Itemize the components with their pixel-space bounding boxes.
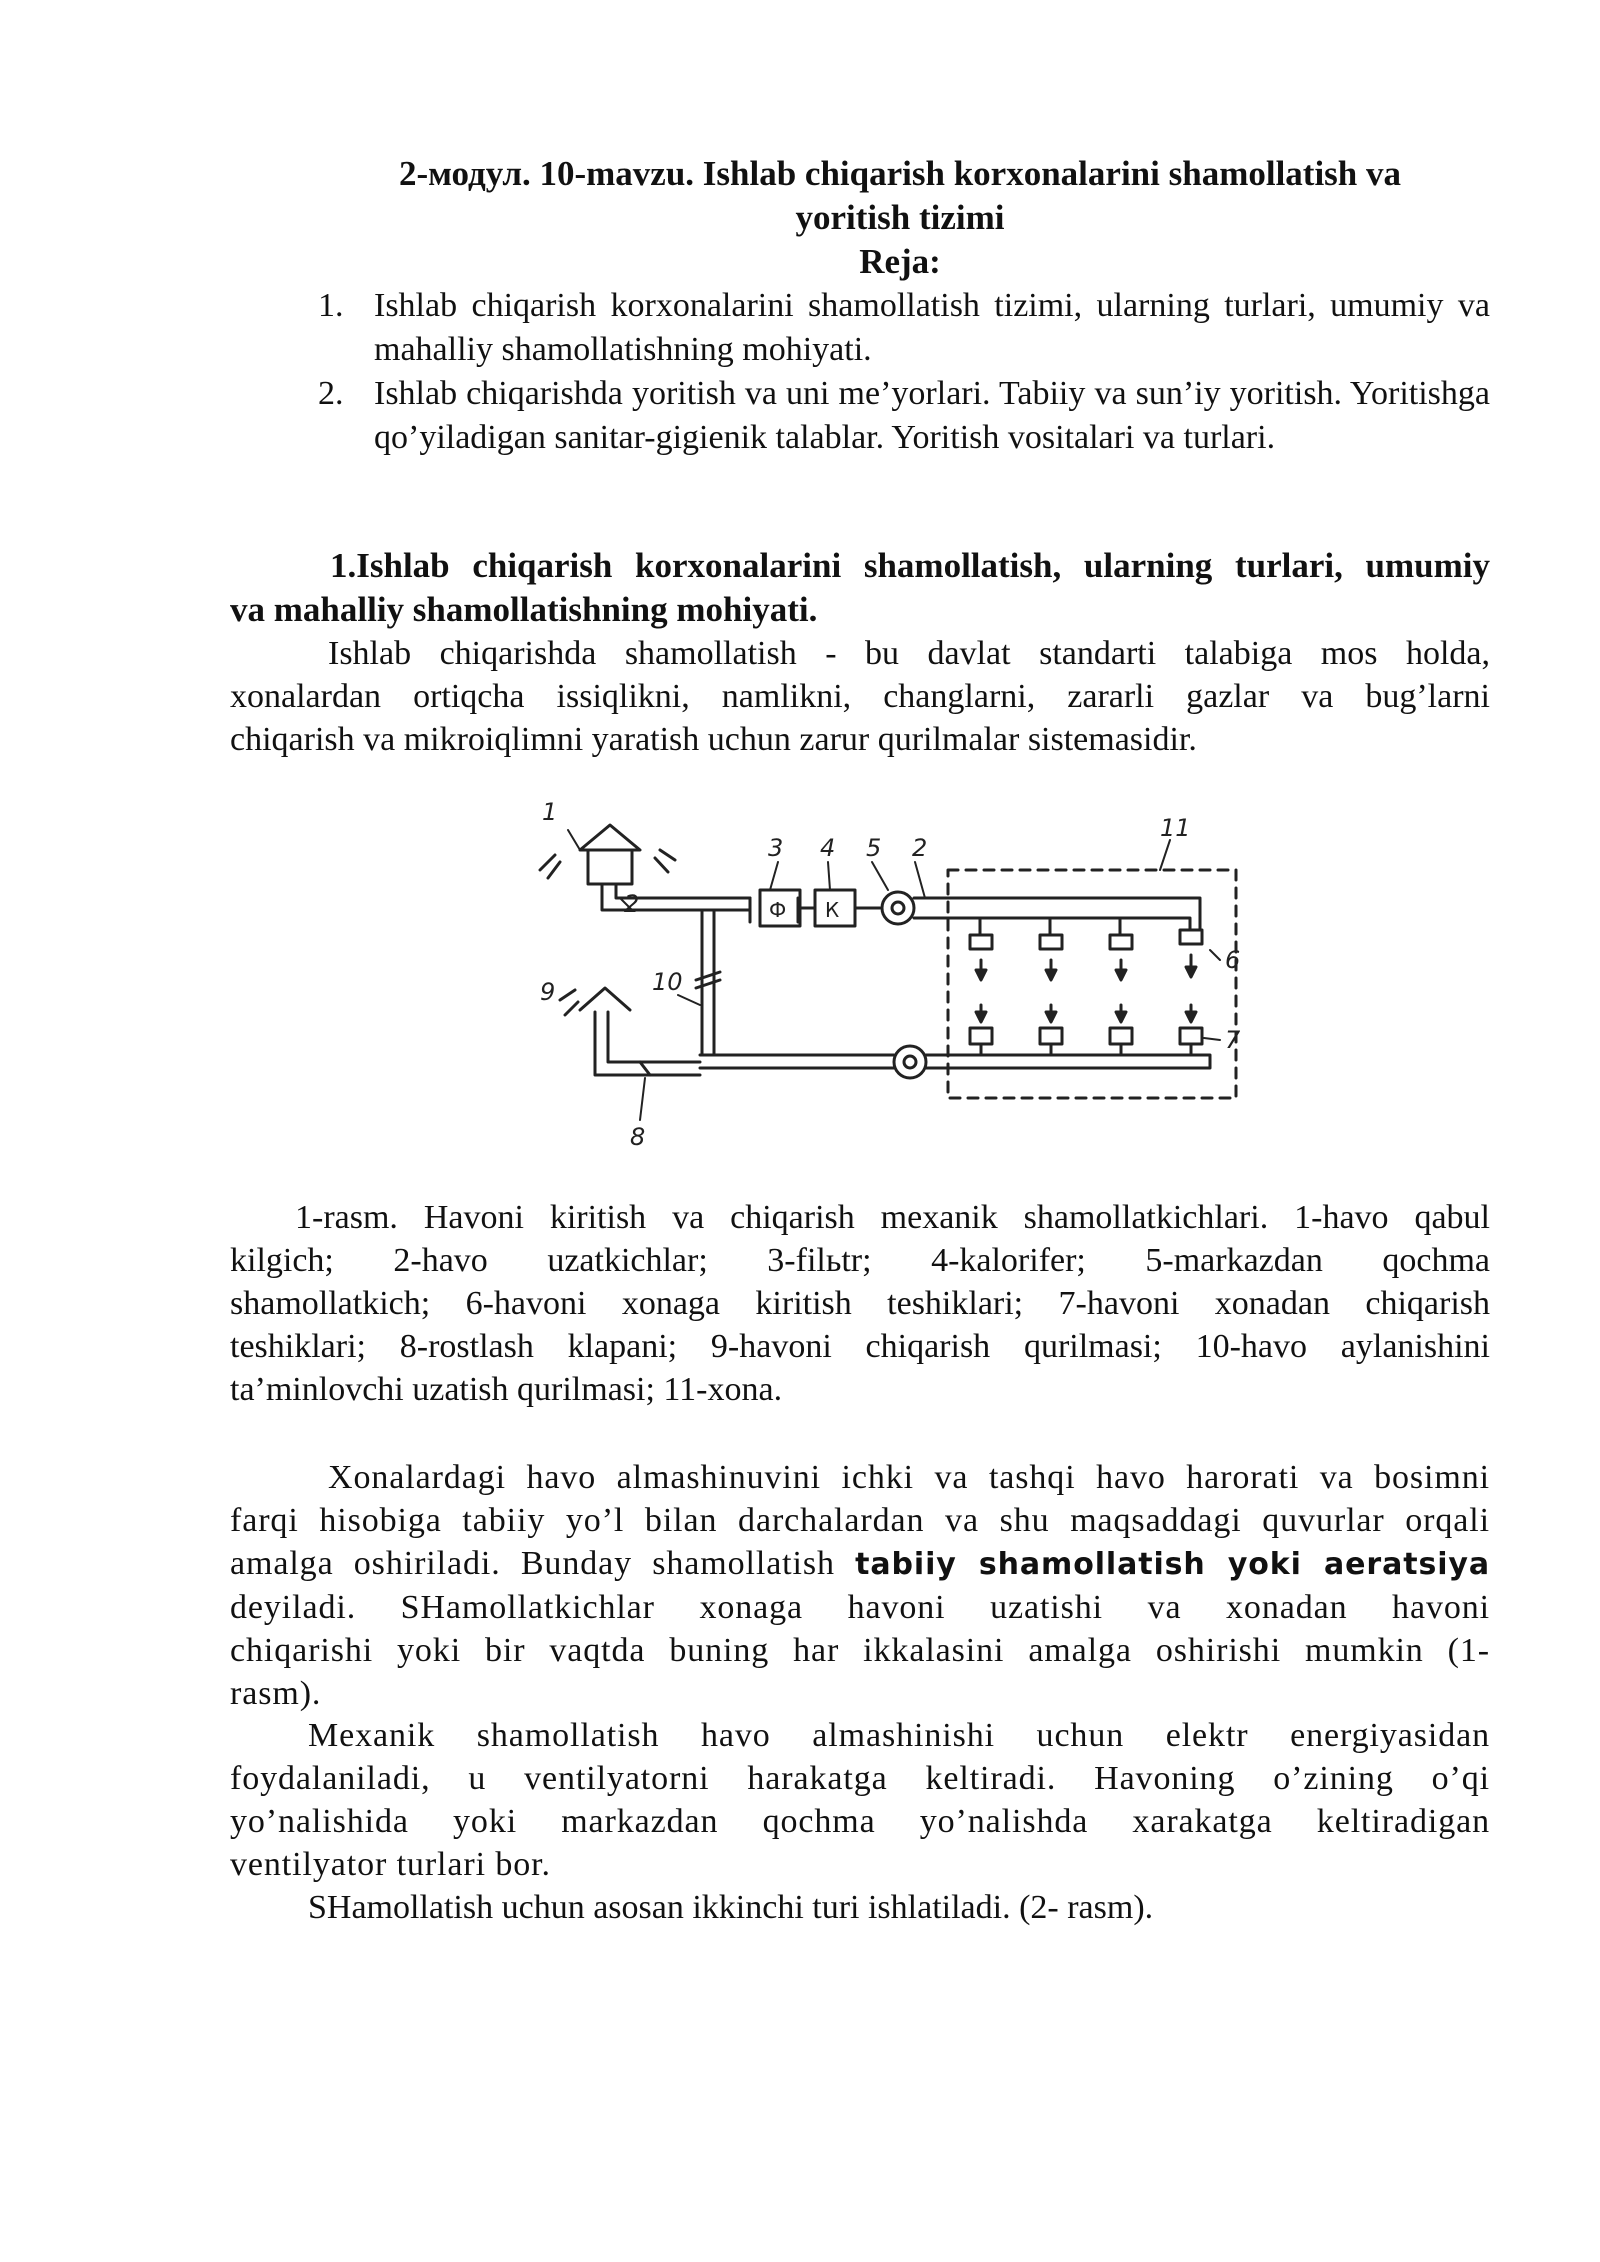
label-3: 3 [768,834,784,862]
paragraph-line: Ishlab chiqarishda shamollatish - bu davlat standarti talabiga mos holda, [328,635,1490,672]
paragraph-line: chiqarish va mikroiqlimni yaratish uchun zarur qurilmalar sistemasidir. [230,721,1197,758]
paragraph-line [230,1542,1490,1586]
label-10: 10 [652,968,683,996]
plan-item-number: 2. [318,375,344,412]
caption-line: 1-rasm. Havoni kiritish va chiqarish mexanik shamollatkichlari. 1-havo qabul [295,1199,1490,1236]
paragraph-line: SHamollatish uchun asosan ikkinchi turi ishlatiladi. (2- rasm). [308,1889,1154,1926]
section-heading-line-1: 1.Ishlab chiqarish korxonalarini shamollatish, ularning turlari, umumiy [330,546,1490,585]
paragraph-text: amalga oshiriladi. Bunday shamollatish [230,1545,856,1582]
caption-line: teshiklari; 8-rostlash klapani; 9-havoni chiqarish qurilmasi; 10-havo aylanishini [230,1328,1490,1365]
definition-paragraph [230,632,1490,761]
label-4: 4 [820,834,836,862]
label-9: 9 [540,978,556,1006]
paragraph-line: chiqarishi yoki bir vaqtda buning har ikkalasini amalga oshirishi mumkin (1- [230,1632,1490,1669]
label-6: 6 [1225,946,1241,974]
supply-outlets [970,930,1202,980]
plan-heading: Reja: [859,242,941,281]
plan-item-1 [318,284,1490,372]
paragraph-line: xonalardan ortiqcha issiqlikni, namlikni, changlarni, zararli gazlar va bug’larni [230,678,1490,715]
label-11: 11 [1160,814,1191,842]
caption-line: kilgich; 2-havo uzatkichlar; 3-filьtr; 4-kalorifer; 5-markazdan qochma [230,1242,1490,1279]
paragraph-line: Mexanik shamollatish havo almashinishi uchun elektr energiyasidan [308,1717,1490,1754]
ventilation-scheme-figure [520,790,1300,1170]
supply-fan [882,892,914,924]
label-1: 1 [542,798,558,826]
exhaust-fan [894,1046,926,1078]
supply-main [914,898,1200,930]
plan-item-2 [318,372,1490,460]
fan-type-paragraph [230,1886,1490,1929]
caption-line: shamollatkich; 6-havoni xonaga kiritish teshiklari; 7-havoni xonadan chiqarish [230,1285,1490,1322]
label-7: 7 [1225,1026,1241,1054]
caption-line: ta’minlovchi uzatish qurilmasi; 11-xona. [230,1371,783,1408]
room-boundary [948,870,1236,1098]
document-title-line-1: 2-модул. 10-mavzu. Ishlab chiqarish korxonalarini shamollatish va [398,154,1402,193]
paragraph-line: yo’nalishida yoki markazdan qochma yo’nalishda xarakatga keltiradigan [230,1803,1490,1840]
paragraph-line: deyiladi. SHamollatkichlar xonaga havoni uzatishi va xonadan havoni [230,1589,1490,1626]
document-title-line-2: yoritish tizimi [795,198,1005,237]
aeration-term: tabiiy shamollatish yoki aeratsiya [855,1547,1490,1582]
figure-caption [230,1196,1490,1411]
paragraph-line: rasm). [230,1675,322,1712]
plan-item-text: Ishlab chiqarish korxonalarini shamollatish tizimi, ularning turlari, umumiy va mahalliy shamollatishning mohiyati. [374,287,1490,368]
exhaust-outlets [960,1005,1210,1068]
natural-ventilation-paragraph [230,1456,1490,1715]
paragraph-line: Xonalardagi havo almashinuvini ichki va tashqi havo harorati va bosimni [328,1459,1490,1496]
filter-label: Ф [769,898,787,922]
mechanical-ventilation-paragraph [230,1714,1490,1886]
label-8: 8 [630,1123,646,1151]
exhaust-hood [560,988,700,1075]
label-2b: 2 [912,834,928,862]
paragraph-line: foydalaniladi, u ventilyatorni harakatga keltiradi. Havoning o’zining o’qi [230,1760,1490,1797]
air-intake-house [540,825,675,884]
section-heading [230,544,1490,632]
section-heading-line-2: va mahalliy shamollatishning mohiyati. [230,590,818,629]
label-5: 5 [866,834,882,862]
plan-item-text: Ishlab chiqarishda yoritish va uni me’yorlari. Tabiiy va sun’iy yoritish. Yoritishga qo’yiladigan sanitar-gigienik talablar. Yoritish vositalari va turlari. [374,375,1490,456]
paragraph-line: ventilyator turlari bor. [230,1846,551,1883]
plan-item-number: 1. [318,287,344,324]
paragraph-line: farqi hisobiga tabiiy yo’l bilan darchalardan va shu maqsaddagi quvurlar orqali [230,1502,1490,1539]
heater-label: К [825,898,840,922]
exhaust-duct [700,1055,894,1068]
damper [640,1062,650,1075]
label-2a: 2 [624,890,640,918]
